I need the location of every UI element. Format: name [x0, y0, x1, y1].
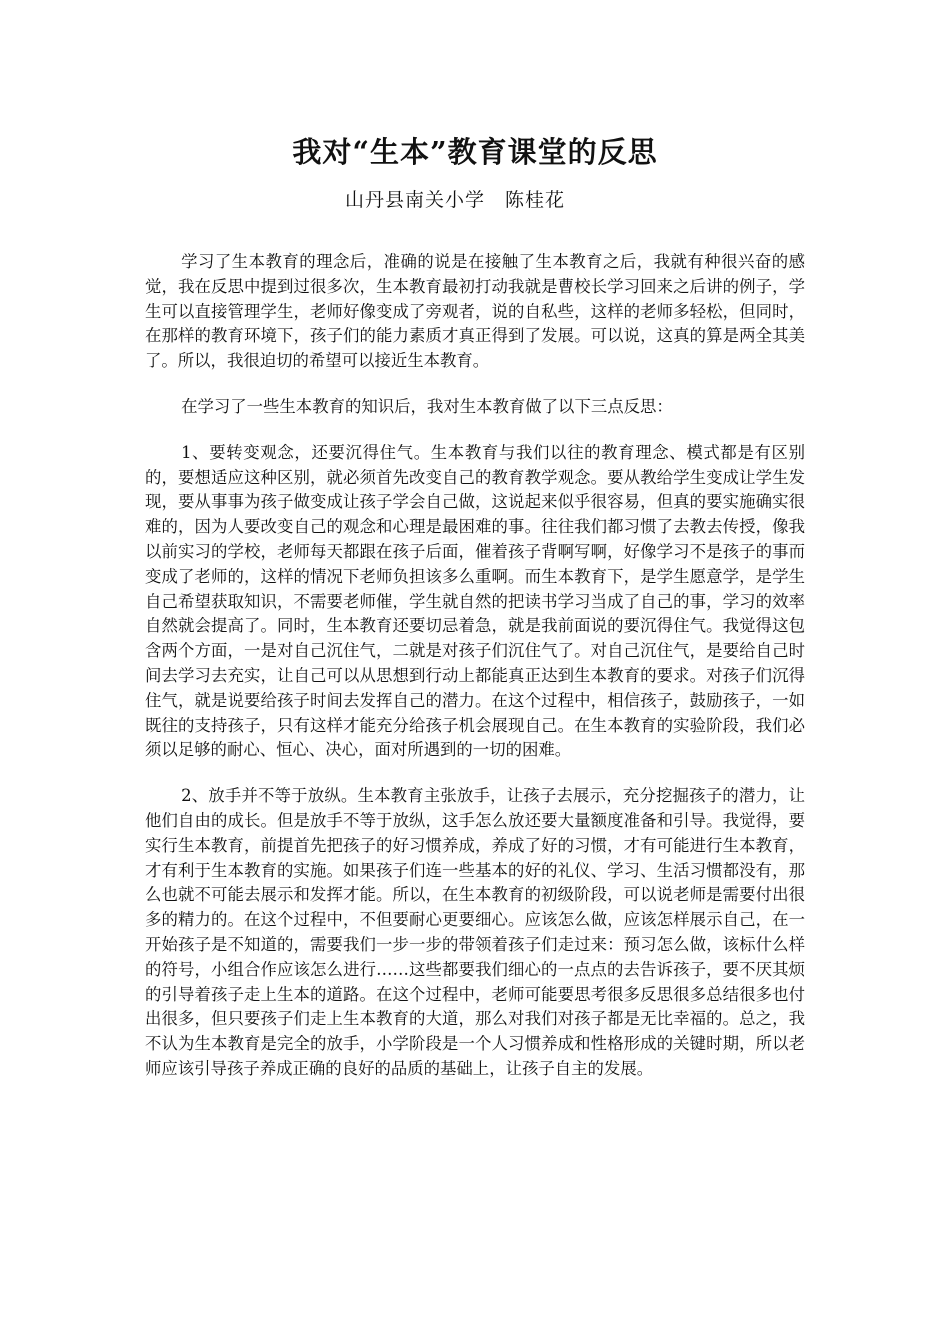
paragraph-point-2: 2、放手并不等于放纵。生本教育主张放手，让孩子去展示，充分挖掘孩子的潜力，让他们自由的成长。但是放手不等于放纵，这手怎么放还要大量额度准备和引导。我觉得，要实行生本教育，前提首先把孩子的好习惯养成，养成了好的习惯，才有可能进行生本教育，才有利于生本教育的实施。如果孩子们连一些基本的好的礼仪、学习、生活习惯都没有，那么也就不可能去展示和发挥才能。所以，在生本教育的初级阶段，可以说老师是需要付出很多的精力的。在这个过程中，不但要耐心更要细心。应该怎么做，应该怎样展示自己，在一开始孩子是不知道的，需要我们一步一步的带领着孩子们走过来：预习怎么做，该标什么样的符号，小组合作应该怎么进行……这些都要我们细心的一点点的去告诉孩子，要不厌其烦的引导着孩子走上生本的道路。在这个过程中，老师可能要思考很多反思很多总结很多也付出很多，但只要孩子们走上生本教育的大道，那么对我们对孩子都是无比幸福的。总之，我不认为生本教育是完全的放手，小学阶段是一个人习惯养成和性格形成的关键时期，所以老师应该引导孩子养成正确的良好的品质的基础上，让孩子自主的发展。 — [145, 786, 805, 1078]
document-body — [145, 250, 805, 1082]
school-name: 山丹县南关小学 — [344, 189, 485, 211]
document-title: 我对“生本”教育课堂的反思 — [292, 135, 658, 169]
author-line — [0, 184, 910, 216]
paragraph-lead-in: 在学习了一些生本教育的知识后，我对生本教育做了以下三点反思： — [181, 396, 673, 416]
author-name: 陈桂花 — [505, 189, 566, 211]
paragraph-point-1: 1、要转变观念，还要沉得住气。生本教育与我们以往的教育理念、模式都是有区别的，要想适应这种区别，就必须首先改变自己的教育教学观念。要从教给学生变成让学生发现，要从事事为孩子做变成让孩子学会自己做，这说起来似乎很容易，但真的要实施确实很难的，因为人要改变自己的观念和心理是最困难的事。往往我们都习惯了去教去传授，像我以前实习的学校，老师每天都跟在孩子后面，催着孩子背啊写啊，好像学习不是孩子的事而变成了老师的，这样的情况下老师负担该多么重啊。而生本教育下，是学生愿意学，是学生自己希望获取知识，不需要老师催，学生就自然的把读书学习当成了自己的事，学习的效率自然就会提高了。同时，生本教育还要切忌着急，就是我前面说的要沉得住气。我觉得这包含两个方面，一是对自己沉住气，二就是对孩子们沉住气了。对自己沉住气，是要给自己时间去学习去充实，让自己可以从思想到行动上都能真正达到生本教育的要求。对孩子们沉得住气，就是说要给孩子时间去发挥自己的潜力。在这个过程中，相信孩子，鼓励孩子，一如既往的支持孩子，只有这样才能充分给孩子机会展现自己。在生本教育的实验阶段，我们必须以足够的耐心、恒心、决心，面对所遇到的一切的困难。 — [145, 442, 805, 760]
paragraph-intro: 学习了生本教育的理念后，准确的说是在接触了生本教育之后，我就有种很兴奋的感觉，我在反思中提到过很多次，生本教育最初打动我就是曹校长学习回来之后讲的例子，学生可以直接管理学生，老师好像变成了旁观者，说的自私些，这样的老师多轻松，但同时，在那样的教育环境下，孩子们的能力素质才真正得到了发展。可以说，这真的算是两全其美了。所以，我很迫切的希望可以接近生本教育。 — [145, 252, 805, 371]
